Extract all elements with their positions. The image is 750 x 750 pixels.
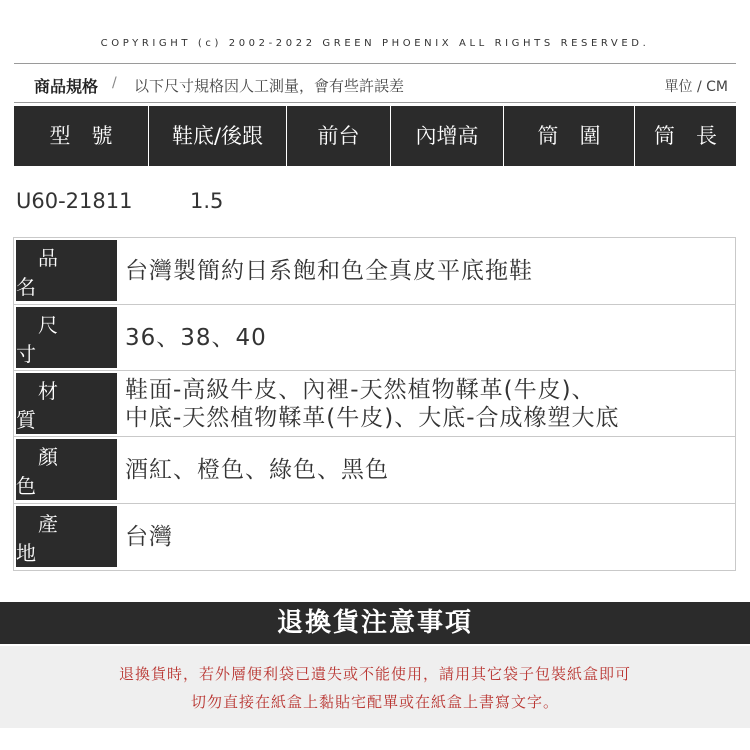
header-shaft-height: 筒 長 bbox=[654, 124, 717, 148]
header-inner-lift: 內增高 bbox=[391, 106, 504, 166]
spec-title: 商品規格 bbox=[34, 77, 99, 96]
sole-heel-value: 1.5 bbox=[190, 189, 224, 213]
return-notice-title: 退換貨注意事項 bbox=[0, 602, 750, 644]
header-shaft-circumference: 筒 圍 bbox=[504, 106, 635, 166]
info-value-line: 台灣 bbox=[125, 523, 173, 550]
info-row-name bbox=[14, 238, 735, 303]
info-value-line: 酒紅、橙色、綠色、黑色 bbox=[125, 456, 389, 483]
size-table-header bbox=[14, 106, 736, 166]
spec-separator: / bbox=[112, 75, 117, 91]
model-number: U60-21811 bbox=[16, 189, 133, 213]
header-model: 型 號 bbox=[14, 106, 149, 166]
return-notice-body bbox=[0, 646, 750, 728]
spec-unit-label: 單位 / CM bbox=[664, 79, 728, 95]
info-value-line: 中底-天然植物鞣革(牛皮)、大底-合成橡塑大底 bbox=[125, 404, 620, 431]
info-value bbox=[125, 238, 727, 303]
product-info-table bbox=[13, 237, 736, 571]
spec-header-bar bbox=[14, 63, 736, 103]
info-label: 材質 bbox=[16, 373, 117, 434]
info-value-line: 鞋面-高級牛皮、內裡-天然植物鞣革(牛皮)、 bbox=[125, 376, 596, 403]
info-label: 顏色 bbox=[16, 439, 117, 500]
return-notice-line: 切勿直接在紙盒上黏貼宅配單或在紙盒上書寫文字。 bbox=[190, 693, 559, 711]
copyright-text: COPYRIGHT (c) 2002-2022 GREEN PHOENIX ALL RIGHTS RESERVED. bbox=[100, 38, 650, 49]
info-value bbox=[125, 371, 727, 436]
header-platform: 前台 bbox=[287, 106, 391, 166]
info-label: 產地 bbox=[16, 506, 117, 567]
info-row-material bbox=[14, 370, 735, 436]
info-value-line: 台灣製簡約日系飽和色全真皮平底拖鞋 bbox=[125, 257, 533, 284]
header-sole-heel: 鞋底/後跟 bbox=[149, 106, 287, 166]
info-row-origin bbox=[14, 503, 735, 569]
info-value bbox=[125, 437, 727, 502]
info-row-color bbox=[14, 436, 735, 502]
info-label: 尺寸 bbox=[16, 307, 117, 368]
info-label: 品名 bbox=[16, 240, 117, 301]
info-value bbox=[125, 504, 727, 569]
return-notice-line: 退換貨時，若外層便利袋已遺失或不能使用，請用其它袋子包裝紙盒即可 bbox=[118, 665, 631, 683]
spec-measure-note: 以下尺寸規格因人工測量，會有些許誤差 bbox=[134, 77, 405, 95]
info-value bbox=[125, 305, 727, 370]
info-row-size bbox=[14, 304, 735, 370]
info-value-line: 36、38、40 bbox=[125, 324, 267, 351]
